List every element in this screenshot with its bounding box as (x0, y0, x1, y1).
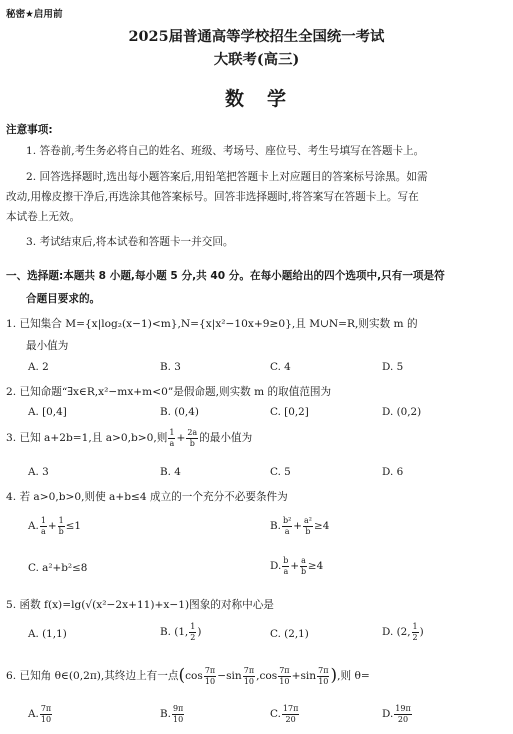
q2-option-b: B. (0,4) (160, 406, 199, 418)
note-1: 1. 答卷前,考生务必将自己的姓名、班级、考场号、座位号、考生号填写在答题卡上。 (26, 145, 425, 157)
exam-title: 2025届普通高等学校招生全国统一考试 (128, 28, 385, 45)
q3-option-b: B. 4 (160, 466, 181, 478)
subject-title: 数 学 (224, 88, 288, 110)
q6-option-b: B. $\frac{9\pi}{10}$ (160, 703, 184, 724)
q2-option-d: D. (0,2) (382, 406, 422, 418)
q6-option-c: C. $\frac{17\pi}{20}$ (270, 703, 299, 724)
q1-option-a: A. 2 (28, 361, 49, 373)
question-1-stem: 1. 已知集合 M={x|log₂(x−1)<m},N={x|x²−10x+9≥0},且 M∪N=R,则实数 m 的 (6, 318, 418, 330)
q3-option-a: A. 3 (28, 466, 49, 478)
q5-option-b: B. (1, $\frac{1}{2}$ ) (160, 621, 202, 642)
q4-option-b: B. $\frac{\text{b²}}{a}$ + $\frac{\text{a²}}{b}$ ≥4 (270, 515, 330, 536)
q3-stem-pre: 3. 已知 a+2b=1,且 a>0,b>0,则 (6, 432, 168, 444)
q6-option-d: D. $\frac{19\pi}{20}$ (382, 703, 411, 724)
q5-option-d: D. (2, $\frac{1}{2}$ ) (382, 621, 424, 642)
question-3-stem: 3. 已知 a+2b=1,且 a>0,b>0,则 $\frac{1}{a}$ + $\frac{2a}{b}$ 的最小值为 (6, 427, 253, 448)
question-6-stem: 6. 已知角 θ∈(0,2π),其终边上有一点(cos $\frac{7\pi}{10}$ −sin $\frac{7\pi}{10}$ ,cos $\frac{7\pi}{10}$ +sin $\frac{7\pi}{10}$ ),则 θ= (6, 665, 370, 686)
q2-option-a: A. [0,4] (28, 406, 67, 418)
q3-stem-post: 的最小值为 (199, 432, 253, 444)
q1-option-b: B. 3 (160, 361, 181, 373)
q1-option-c: C. 4 (270, 361, 291, 373)
q3-option-d: D. 6 (382, 466, 404, 478)
q6-option-a: A. $\frac{7\pi}{10}$ (28, 703, 52, 724)
note-2-line-3: 本试卷上无效。 (6, 211, 81, 223)
note-3: 3. 考试结束后,将本试卷和答题卡一并交回。 (26, 236, 234, 248)
q3-fraction-2: $\frac{2a}{b}$ (187, 427, 198, 448)
confidential-mark: 秘密★启用前 (6, 9, 63, 20)
q3-fraction-1: $\frac{1}{a}$ (169, 427, 175, 448)
question-4-stem: 4. 若 a>0,b>0,则使 a+b≤4 成立的一个充分不必要条件为 (6, 491, 288, 503)
q5-option-c: C. (2,1) (270, 628, 309, 640)
q2-option-c: C. [0,2] (270, 406, 309, 418)
section-heading-line-1: 一、选择题:本题共 8 小题,每小题 5 分,共 40 分。在每小题给出的四个选项中,只有一项是符 (6, 270, 445, 282)
q5-option-a: A. (1,1) (28, 628, 67, 640)
note-2-line-2: 改动,用橡皮擦干净后,再选涂其他答案标号。回答非选择题时,将答案写在答题卡上。写在 (6, 191, 419, 203)
notes-heading: 注意事项: (6, 124, 53, 136)
exam-subtitle: 大联考(高三) (213, 51, 300, 68)
note-2-line-1: 2. 回答选择题时,选出每小题答案后,用铅笔把答题卡上对应题目的答案标号涂黑。如需 (26, 171, 428, 183)
q4-option-c: C. a²+b²≤8 (28, 562, 88, 574)
question-1-stem-cont: 最小值为 (26, 340, 69, 352)
q4-option-a: A. $\frac{1}{a}$ + $\frac{1}{b}$ ≤1 (28, 515, 82, 536)
q1-option-d: D. 5 (382, 361, 404, 373)
q3-option-c: C. 5 (270, 466, 291, 478)
q4-option-d: D. $\frac{b}{a}$ + $\frac{a}{b}$ ≥4 (270, 555, 324, 576)
question-5-stem: 5. 函数 f(x)=lg(√(x²−2x+11)+x−1)图象的对称中心是 (6, 599, 274, 611)
question-2-stem: 2. 已知命题“∃x∈R,x²−mx+m<0”是假命题,则实数 m 的取值范围为 (6, 386, 332, 398)
section-heading-line-2: 合题目要求的。 (26, 293, 101, 305)
